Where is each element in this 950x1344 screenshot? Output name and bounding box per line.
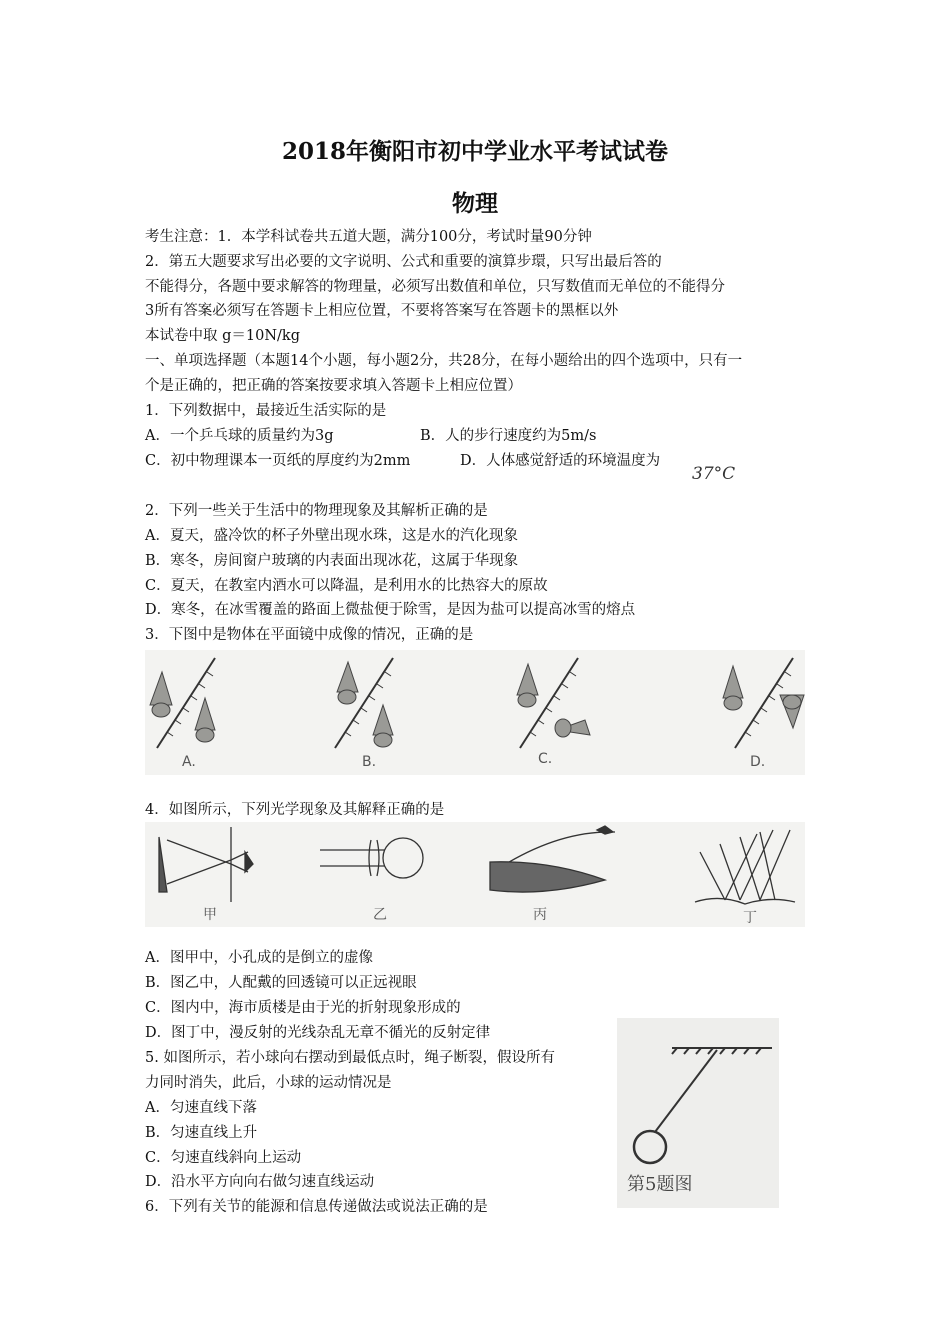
q5-option-d: D．沿水平方向向右做匀速直线运动 — [145, 1174, 375, 1190]
q4-stem: 4．如图所示，下列光学现象及其解释正确的是 — [145, 802, 445, 818]
q3-mirror-illustration — [145, 650, 805, 775]
q1-option-c: C．初中物理课本一页纸的厚度约为2mm — [145, 453, 411, 469]
q4-option-d: D．图丁中，漫反射的光线杂乱无章不循光的反射定律 — [145, 1025, 491, 1041]
q4-option-b: B．图乙中，人配戴的回透镜可以正远视眼 — [145, 975, 417, 991]
q5-option-b: B．匀速直线上升 — [145, 1125, 258, 1141]
note-line-5: 本试卷中取 g＝10N/kg — [145, 328, 300, 344]
note-line-3: 不能得分，各题中要求解答的物理量，必须写出数值和单位，只写数值而无单位的不能得分 — [145, 279, 725, 295]
q5-stem-line-2: 力同时消失，此后，小球的运动情况是 — [145, 1075, 392, 1091]
note-line-2: 2．第五大题要求写出必要的文字说明、公式和重要的演算步環，只写出最后答的 — [145, 254, 662, 270]
q5-figure-caption: 第5题图 — [627, 1174, 693, 1195]
q5-figure — [617, 1018, 779, 1208]
q3-label-a: A. — [182, 754, 196, 770]
q1-temperature: 37°C — [692, 464, 736, 484]
q5-option-a: A．匀速直线下落 — [145, 1100, 257, 1116]
note-line-4: 3所有答案必须写在答题卡上相应位置，不要将答案写在答题卡的黑框以外 — [145, 303, 619, 319]
q4-label-ding: 丁 — [743, 910, 757, 926]
q5-stem-line-1: 5. 如图所示，若小球向右摆动到最低点时，绳子断裂，假设所有 — [145, 1050, 555, 1066]
q3-stem: 3．下图中是物体在平面镜中成像的情况，正确的是 — [145, 627, 474, 643]
q5-option-c: C．匀速直线斜向上运动 — [145, 1150, 302, 1166]
section1-line-2: 个是正确的，把正确的答案按要求填入答题卡上相应位置） — [145, 378, 522, 394]
q3-label-c: C. — [538, 751, 553, 767]
subject-title: 物理 — [452, 190, 498, 217]
q2-option-a: A．夏天，盛冷饮的杯子外壁出现水珠，这是水的汽化现象 — [145, 528, 518, 544]
q2-option-d: D．寒冬，在冰雪覆盖的路面上微盐便于除雪，是因为盐可以提高冰雪的熔点 — [145, 602, 636, 618]
q3-label-b: B. — [362, 754, 377, 770]
note-line-1: 考生注意：1．本学科试卷共五道大题，满分100分，考试时量90分钟 — [145, 229, 592, 245]
section1-line-1: 一、单项选择题（本题14个小题，每小题2分，共28分，在每小题给出的四个选项中，只有一 — [145, 353, 743, 369]
q3-figure — [145, 650, 805, 775]
q2-stem: 2．下列一些关于生活中的物理现象及其解析正确的是 — [145, 503, 488, 519]
exam-title: 2018年衡阳市初中学业水平考试试卷 — [281, 138, 668, 165]
q3-label-d: D. — [750, 754, 766, 770]
q2-option-c: C．夏天，在教室内酒水可以降温，是利用水的比热容大的原故 — [145, 578, 548, 594]
q4-option-c: C．图内中，海市质楼是由于光的折射现象形成的 — [145, 1000, 461, 1016]
q4-label-bing: 丙 — [533, 907, 547, 923]
q4-label-yi: 乙 — [373, 907, 387, 923]
q6-stem: 6．下列有关节的能源和信息传递做法或说法正确的是 — [145, 1199, 488, 1215]
q1-option-d: D．人体感觉舒适的环境温度为 — [460, 453, 661, 469]
q4-figure — [145, 822, 805, 927]
q2-option-b: B．寒冬，房间窗户玻璃的内表面出现冰花，这属于华现象 — [145, 553, 519, 569]
q1-option-a: A．一个乒乓球的质量约为3g — [145, 428, 334, 444]
q4-optics-illustration — [145, 822, 805, 927]
q1-option-b: B．人的步行速度约为5m/s — [420, 428, 597, 444]
q1-stem: 1．下列数据中，最接近生活实际的是 — [145, 403, 387, 419]
q4-option-a: A．图甲中，小孔成的是倒立的虚像 — [145, 950, 373, 966]
q4-label-jia: 甲 — [203, 907, 217, 923]
